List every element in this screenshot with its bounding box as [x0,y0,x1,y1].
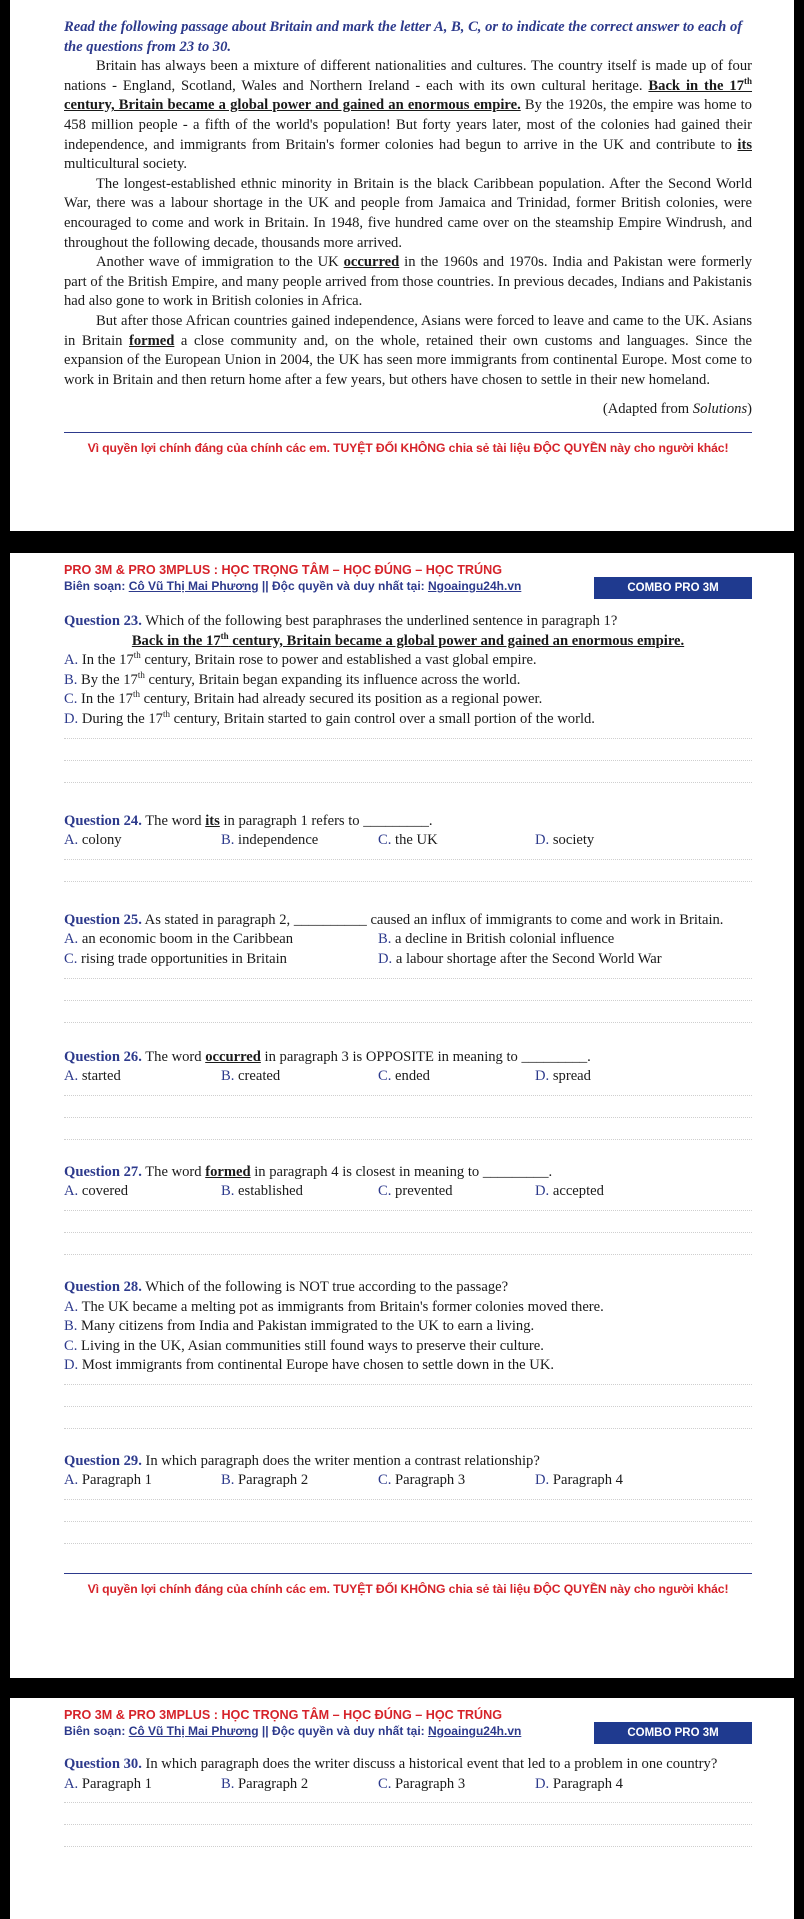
option-d[interactable]: D. spread [535,1068,591,1085]
underlined-formed: formed [128,332,175,349]
page-questions-continued [10,1698,794,1919]
option-b[interactable]: B. Paragraph 2 [221,1775,309,1792]
header-credit: Biên soạn: Cô Vũ Thị Mai Phương || Độc quyền và duy nhất tại: Ngoaingu24h.vn COMBO PRO 3M [64,578,752,594]
option-d[interactable]: D. Paragraph 4 [535,1472,623,1489]
divider [64,432,752,433]
question-26: Question 26. The word occurred in paragraph 3 is OPPOSITE in meaning to _________. A. started B. created C. ended D. spread [64,1048,752,1161]
combo-badge: COMBO PRO 3M [594,577,752,599]
source-note: (Adapted from Solutions) [602,401,752,418]
page-passage [10,0,794,531]
option-c[interactable]: C. Paragraph 3 [378,1472,466,1489]
question-27: Question 27. The word formed in paragraph 4 is closest in meaning to _________. A. covered B. established C. prevented D. accepted [64,1163,752,1276]
header-credit: Biên soạn: Cô Vũ Thị Mai Phương || Độc quyền và duy nhất tại: Ngoaingu24h.vn COMBO PRO 3M [64,1723,752,1739]
option-c[interactable]: C. In the 17th century, Britain had already secured its position as a regional power. [64,689,543,708]
site-link[interactable]: Ngoaingu24h.vn [427,1724,522,1738]
option-a[interactable]: A. In the 17th century, Britain rose to power and established a vast global empire. [64,650,537,669]
question-24: Question 24. The word its in paragraph 1 refers to _________. A. colony B. independence C. the UK D. society [64,812,752,903]
quoted-sentence: Back in the 17th century, Britain became a global power and gained an enormous empire. [131,630,685,649]
underlined-sentence: Back in the 17th century, Britain became a global power and gained an enormous empire. [64,75,753,114]
option-c[interactable]: C. prevented [378,1183,453,1200]
option-a[interactable]: A. covered [64,1183,129,1200]
underlined-occurred: occurred [343,254,400,271]
option-b[interactable]: B. By the 17th century, Britain began expanding its influence across the world. [64,669,521,688]
question-23: Question 23. Which of the following best paraphrases the underlined sentence in paragraph 1? Back in the 17th century, Britain became a global power and gained an enormous empire. A. In the 17th century, Britain rose to power and established a vast global empire. B. By the 17th century, Britain began expanding its influence across the world. C. In the 17th century, Britain had already secured its position as a regional power. D. During the 17th century, Britain started to gain control over a small portion of the world. [64,612,752,804]
divider [64,1573,752,1574]
rights-notice: Vì quyền lợi chính đáng của chính các em. TUYỆT ĐỐI KHÔNG chia sẻ tài liệu ĐỘC QUYỀN này cho người khác! [87,1582,729,1597]
option-a[interactable]: A. The UK became a melting pot as immigrants from Britain's former colonies moved there. [64,1298,604,1315]
header-title: PRO 3M & PRO 3MPLUS : HỌC TRỌNG TÂM – HỌC ĐÚNG – HỌC TRÚNG [64,1708,503,1722]
author-name: Cô Vũ Thị Mai Phương [128,579,259,593]
paragraph-2: The longest-established ethnic minority in Britain is the black Caribbean population. After the Second World War, there was a labour shortage in the UK and people from Jamaica and Trinidad, former British colonies, were encouraged to come and work in Britain. In 1948, five hundred came over on the steamship Empire Windrush, and throughout the following decade, thousands more arrived. [64,175,752,251]
option-d[interactable]: D. society [535,832,595,849]
question-29: Question 29. In which paragraph does the writer mention a contrast relationship? A. Paragraph 1 B. Paragraph 2 C. Paragraph 3 D. Paragraph 4 [64,1452,752,1565]
page-questions [10,553,794,1678]
instructions: Read the following passage about Britain and mark the letter A, B, C, or to indicate the correct answer to each of the questions from 23 to 30. [64,19,743,55]
option-d[interactable]: D. a labour shortage after the Second World War [378,950,662,967]
option-b[interactable]: B. Many citizens from India and Pakistan immigrated to the UK to earn a living. [64,1318,535,1335]
option-b[interactable]: B. created [221,1068,281,1085]
option-a[interactable]: A. Paragraph 1 [64,1775,152,1792]
paragraph-1: Britain has always been a mixture of different nationalities and cultures. The country itself is made up of four nations - England, Scotland, Wales and Northern Ireland - each with its own cultural heritage. Back in the 17th century, Britain became a global power and gained an enormous empire. By the 1920s, the empire was home to 458 million people - a fifth of the world's population! But forty years later, most of the colonies had gained their independence, and immigrants from Britain's former colonies had begun to arrive in the UK and contribute to its multicultural society. [64,58,753,173]
option-c[interactable]: C. the UK [378,832,438,849]
combo-badge: COMBO PRO 3M [594,1722,752,1744]
question-30: Question 30. In which paragraph does the writer discuss a historical event that led to a problem in one country? A. Paragraph 1 B. Paragraph 2 C. Paragraph 3 D. Paragraph 4 [64,1755,752,1868]
paragraph-4: But after those African countries gained independence, Asians were forced to leave and came to the UK. Asians in Britain formed a close community and, on the whole, retained their own customs and languages. Since the expansion of the European Union in 2004, the UK has seen more immigrants from continental Europe. Most come to work in Britain and then return home after a few years, but others have chosen to settle in their new homeland. [64,312,752,388]
option-a[interactable]: A. started [64,1068,121,1085]
site-link[interactable]: Ngoaingu24h.vn [427,579,522,593]
option-c[interactable]: C. rising trade opportunities in Britain [64,950,287,967]
option-c[interactable]: C. ended [378,1068,430,1085]
header-title: PRO 3M & PRO 3MPLUS : HỌC TRỌNG TÂM – HỌC ĐÚNG – HỌC TRÚNG [64,563,503,577]
question-28: Question 28. Which of the following is NOT true according to the passage? A. The UK became a melting pot as immigrants from Britain's former colonies moved there. B. Many citizens from India and Pakistan immigrated to the UK to earn a living. C. Living in the UK, Asian communities still found ways to preserve their culture. D. Most immigrants from continental Europe have chosen to settle down in the UK. [64,1278,752,1450]
option-b[interactable]: B. established [221,1183,303,1200]
option-b[interactable]: B. a decline in British colonial influence [378,931,615,948]
option-d[interactable]: D. Paragraph 4 [535,1775,623,1792]
option-a[interactable]: A. colony [64,832,122,849]
option-b[interactable]: B. independence [221,832,319,849]
option-d[interactable]: D. Most immigrants from continental Europe have chosen to settle down in the UK. [64,1357,555,1374]
author-name: Cô Vũ Thị Mai Phương [128,1724,259,1738]
option-c[interactable]: C. Living in the UK, Asian communities still found ways to preserve their culture. [64,1337,544,1354]
option-a[interactable]: A. an economic boom in the Caribbean [64,931,293,948]
paragraph-3: Another wave of immigration to the UK occurred in the 1960s and 1970s. India and Pakistan were formerly part of the British Empire, and many people arrived from those countries. In previous decades, Indians and Pakistanis had also gone to work in British colonies in Africa. [64,254,752,310]
option-d[interactable]: D. accepted [535,1183,604,1200]
rights-notice: Vì quyền lợi chính đáng của chính các em. TUYỆT ĐỐI KHÔNG chia sẻ tài liệu ĐỘC QUYỀN này cho người khác! [87,440,729,455]
option-b[interactable]: B. Paragraph 2 [221,1472,309,1489]
option-a[interactable]: A. Paragraph 1 [64,1472,152,1489]
option-c[interactable]: C. Paragraph 3 [378,1775,466,1792]
underlined-its: its [737,136,752,153]
option-d[interactable]: D. During the 17th century, Britain started to gain control over a small portion of the world. [64,709,595,727]
question-25: Question 25. As stated in paragraph 2, __________ caused an influx of immigrants to come and work in Britain. A. an economic boom in the Caribbean B. a decline in British colonial influence C. rising trade opportunities in Britain D. a labour shortage after the Second World War [64,911,752,1044]
